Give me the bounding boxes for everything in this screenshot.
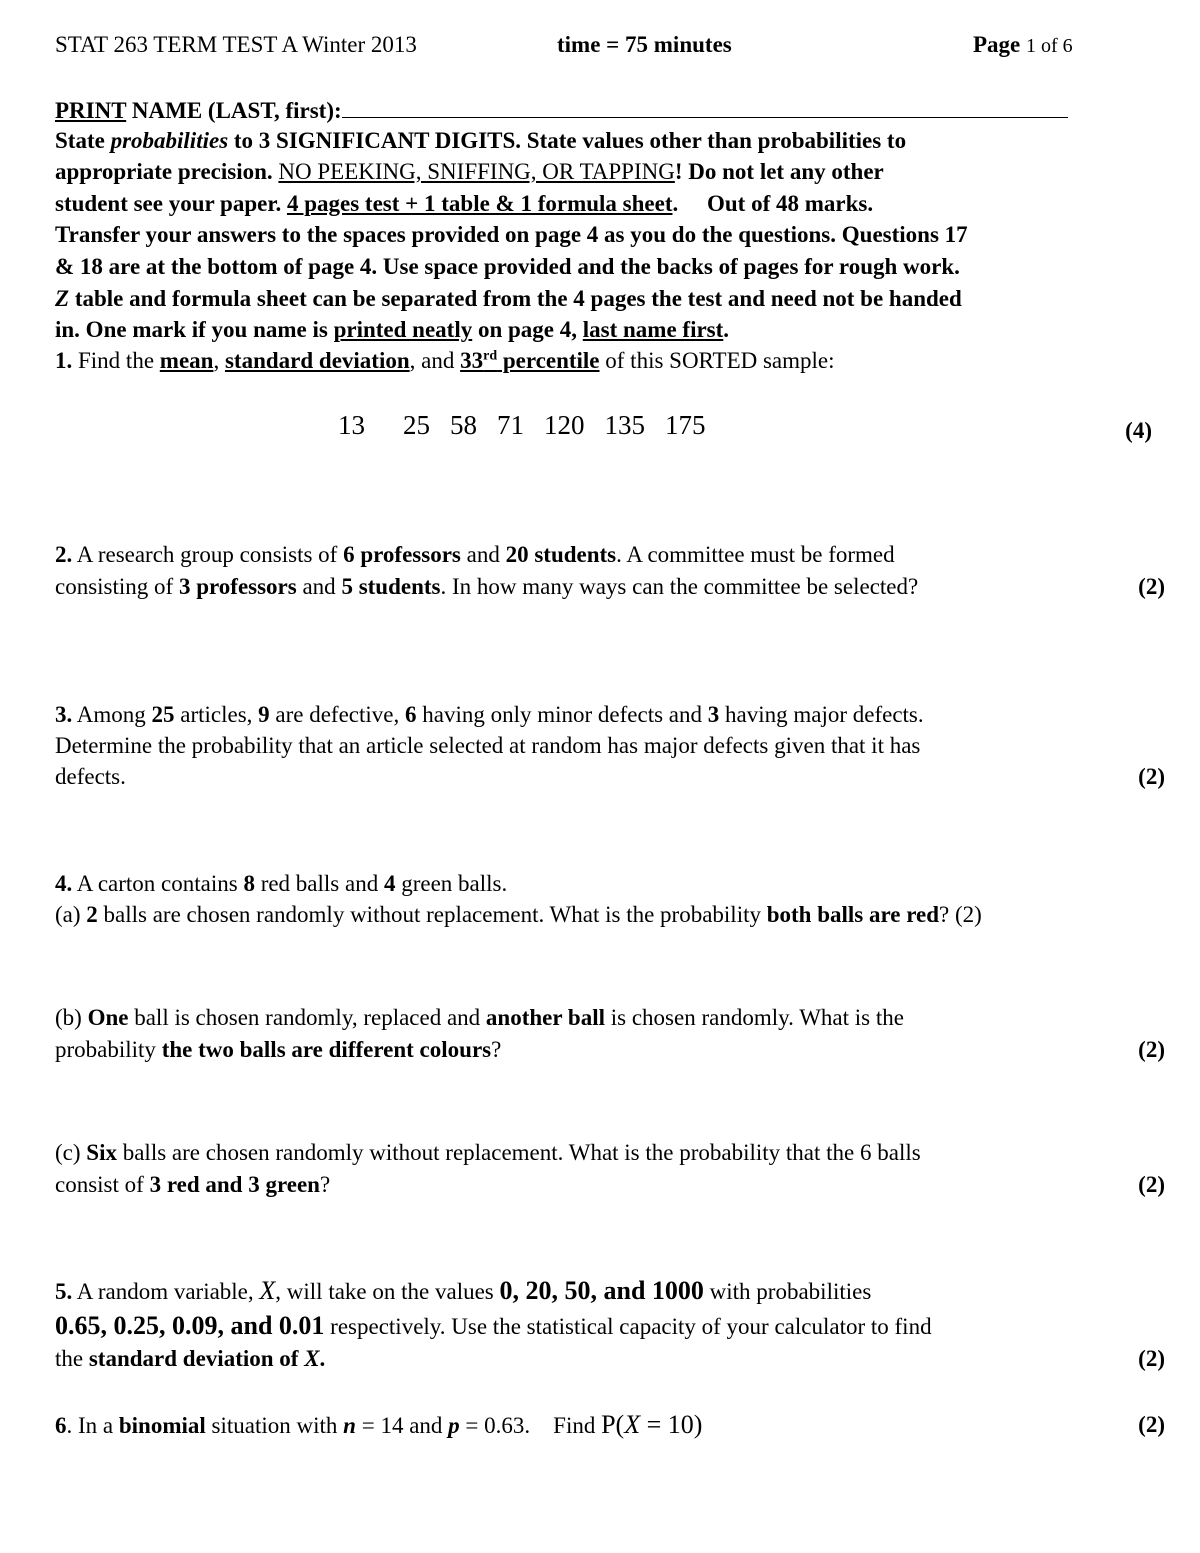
question-2-line-1	[55, 540, 1165, 570]
question-4b-line-2	[55, 1035, 1165, 1065]
q4a-marks: ? (2)	[939, 902, 982, 927]
question-3-line-2: Determine the probability that an article selected at random has major defects given that it has	[55, 733, 921, 758]
q-math: = 10)	[640, 1410, 703, 1439]
instr-text: to 3 SIGNIFICANT DIGITS. State values other than probabilities to	[228, 128, 907, 153]
q6-marks: (2)	[1138, 1412, 1165, 1437]
q-variable: X	[304, 1346, 320, 1371]
instr-neatly: printed neatly	[333, 317, 473, 342]
sample-value: 120	[544, 410, 585, 440]
page-header	[55, 30, 1165, 60]
name-blank-line[interactable]	[342, 95, 1068, 118]
q-text: with probabilities	[703, 1279, 872, 1304]
instr-lastname: last name first	[582, 317, 724, 342]
question-3-line-1	[55, 700, 1165, 730]
time-limit: time = 75 minutes	[557, 32, 732, 57]
q-text: is chosen randomly. What is the	[605, 1005, 904, 1030]
q-text: . A committee must be formed	[616, 542, 895, 567]
instr-text: .	[723, 317, 730, 342]
q-text: balls are chosen randomly without replacement. What is the probability	[97, 902, 767, 927]
question-4a	[55, 900, 1165, 930]
q-text: = 14	[355, 1413, 404, 1438]
instr-marks: . Out of 48 marks.	[672, 191, 874, 216]
q-emph: both balls are red	[766, 902, 940, 927]
question-4b-line-1	[55, 1003, 1165, 1033]
instr-text: State	[55, 128, 111, 153]
question-number: 3.	[55, 702, 73, 727]
instr-warning: NO PEEKING, SNIFFING, OR TAPPING	[278, 159, 675, 184]
course-title: STAT 263 TERM TEST A Winter 2013	[55, 32, 417, 57]
q1-percentile	[460, 348, 599, 373]
q-emph: 4	[383, 871, 396, 896]
q-text: consisting of	[55, 574, 179, 599]
name-field[interactable]	[55, 95, 1165, 126]
question-number: 2.	[55, 542, 73, 567]
question-3-line-3	[55, 762, 1165, 792]
q-emph: 5 students	[341, 574, 441, 599]
q-emph: 6 professors	[343, 542, 461, 567]
q-emph: 0, 20, 50, and 1000	[499, 1276, 704, 1305]
question-4c-line-2	[55, 1170, 1165, 1200]
q-emph: the two balls are different colours	[161, 1037, 492, 1062]
q-variable: X	[624, 1410, 641, 1439]
question-5-line-1	[55, 1276, 1165, 1307]
q-emph: One	[87, 1005, 129, 1030]
q-text: Among	[72, 702, 152, 727]
question-2-line-2	[55, 572, 1165, 602]
q-emph: 25	[151, 702, 175, 727]
q5-marks: (2)	[1138, 1346, 1165, 1371]
page-count: 1 of 6	[1026, 35, 1073, 57]
pct-word: percentile	[497, 348, 600, 373]
q1-mean: mean	[159, 348, 214, 373]
instructions-line-3	[55, 189, 1165, 219]
question-4-intro	[55, 869, 1165, 899]
q-text: balls are chosen randomly without replacement. What is the probability that the 6 balls	[116, 1140, 921, 1165]
q-text: A carton contains	[72, 871, 244, 896]
instr-text: in. One mark if you name is	[55, 317, 334, 342]
page-number	[973, 30, 1073, 61]
instr-text: appropriate precision.	[55, 159, 279, 184]
instructions-line-7	[55, 315, 1165, 345]
q-text: red balls and	[254, 871, 384, 896]
q-emph: Six	[86, 1140, 117, 1165]
q-text: = 0.63	[459, 1413, 525, 1438]
q-text: . In a	[66, 1413, 119, 1438]
pct-number: 33	[460, 348, 484, 373]
q3-marks: (2)	[1138, 764, 1165, 789]
q-text: situation with	[205, 1413, 344, 1438]
q-emph: 3 red and 3 green	[149, 1172, 320, 1197]
print-label: PRINT	[55, 98, 127, 123]
page-label: Page	[973, 32, 1021, 57]
instr-text: table and formula sheet can be separated from the 4 pages the test and need not be handed	[69, 286, 962, 311]
q-text: consist of	[55, 1172, 150, 1197]
q4c-marks: (2)	[1138, 1172, 1165, 1197]
q-text: of this SORTED sample:	[599, 348, 835, 373]
instr-z: Z	[55, 286, 70, 311]
question-4c-line-1	[55, 1138, 1165, 1168]
q-text: having major defects.	[719, 702, 924, 727]
question-6	[55, 1410, 1165, 1441]
q-text: , will take on the values	[275, 1279, 500, 1304]
q-text: Find the	[72, 348, 160, 373]
q-variable: n	[343, 1413, 356, 1438]
q4b-marks: (2)	[1138, 1037, 1165, 1062]
q-text: ?	[319, 1172, 331, 1197]
sample-value: 175	[665, 410, 706, 440]
q-text: . Find	[524, 1413, 602, 1438]
question-1	[55, 346, 1165, 376]
pct-sup: rd	[483, 348, 498, 364]
q-text: and	[296, 574, 342, 599]
q-text: and	[403, 1413, 449, 1438]
q-text: articles,	[174, 702, 259, 727]
q-text: ,	[213, 348, 225, 373]
q-text: the	[55, 1346, 89, 1371]
instr-text: on page 4,	[472, 317, 583, 342]
q-text: having only minor defects and	[416, 702, 708, 727]
q-variable: p	[448, 1413, 460, 1438]
q-text: (b)	[55, 1005, 88, 1030]
question-5-line-2	[55, 1311, 1165, 1342]
instructions-line-4: Transfer your answers to the spaces provided on page 4 as you do the questions. Questions 17	[55, 222, 968, 247]
q-emph: binomial	[118, 1413, 206, 1438]
q-text: A research group consists of	[72, 542, 344, 567]
question-number: 1.	[55, 348, 73, 373]
q-emph: 3 professors	[178, 574, 297, 599]
instructions-line-5: & 18 are at the bottom of page 4. Use space provided and the backs of pages for rough work.	[55, 254, 960, 279]
q-text: ball is chosen randomly, replaced and	[128, 1005, 486, 1030]
question-number: 4.	[55, 871, 73, 896]
sample-value: 25	[403, 410, 430, 440]
q-emph: 2	[86, 902, 98, 927]
q-text: . In how many ways can the committee be selected?	[440, 574, 919, 599]
instructions-line-2	[55, 157, 1165, 187]
q-text: (a)	[55, 902, 87, 927]
q-text: defects.	[55, 764, 126, 789]
q-text: green balls.	[395, 871, 508, 896]
instructions-line-6	[55, 284, 1165, 314]
q-emph: another ball	[485, 1005, 605, 1030]
q2-marks: (2)	[1138, 574, 1165, 599]
sample-value: 58	[450, 410, 477, 440]
q-text: ?	[491, 1037, 502, 1062]
question-number: 5.	[55, 1279, 73, 1304]
q-emph: 6	[405, 702, 417, 727]
q1-sample-values	[338, 410, 726, 441]
q1-sd: standard deviation	[224, 348, 410, 373]
q-emph: 20 students	[505, 542, 617, 567]
q1-marks: (4)	[1125, 418, 1152, 443]
q-text: probability	[55, 1037, 162, 1062]
q-text: .	[319, 1346, 326, 1371]
q-text: and	[460, 542, 506, 567]
sample-value: 135	[604, 410, 645, 440]
q-emph: standard deviation of	[88, 1346, 305, 1371]
instr-text: ! Do not let any other	[674, 159, 884, 184]
q-text: are defective,	[269, 702, 405, 727]
sample-value: 13	[338, 410, 365, 440]
q-emph: 8	[243, 871, 255, 896]
question-number: 6	[55, 1413, 67, 1438]
instr-pages: 4 pages test + 1 table & 1 formula sheet	[286, 191, 673, 216]
q-emph: 0.65, 0.25, 0.09, and 0.01	[55, 1311, 325, 1340]
question-5-line-3	[55, 1344, 1165, 1374]
sample-value: 71	[497, 410, 524, 440]
q-math: P(	[601, 1410, 625, 1439]
q-text: A random variable,	[72, 1279, 260, 1304]
q-variable: X	[259, 1276, 276, 1305]
instr-text: student see your paper.	[55, 191, 287, 216]
q-text: (c)	[55, 1140, 87, 1165]
instructions-line-1	[55, 126, 1165, 156]
q-emph: 9	[258, 702, 270, 727]
q-emph: 3	[707, 702, 720, 727]
name-label: NAME (LAST, first):	[126, 98, 342, 123]
q-text: respectively. Use the statistical capacity of your calculator to find	[324, 1314, 932, 1339]
q-text: , and	[409, 348, 461, 373]
instr-emph: probabilities	[110, 128, 229, 153]
